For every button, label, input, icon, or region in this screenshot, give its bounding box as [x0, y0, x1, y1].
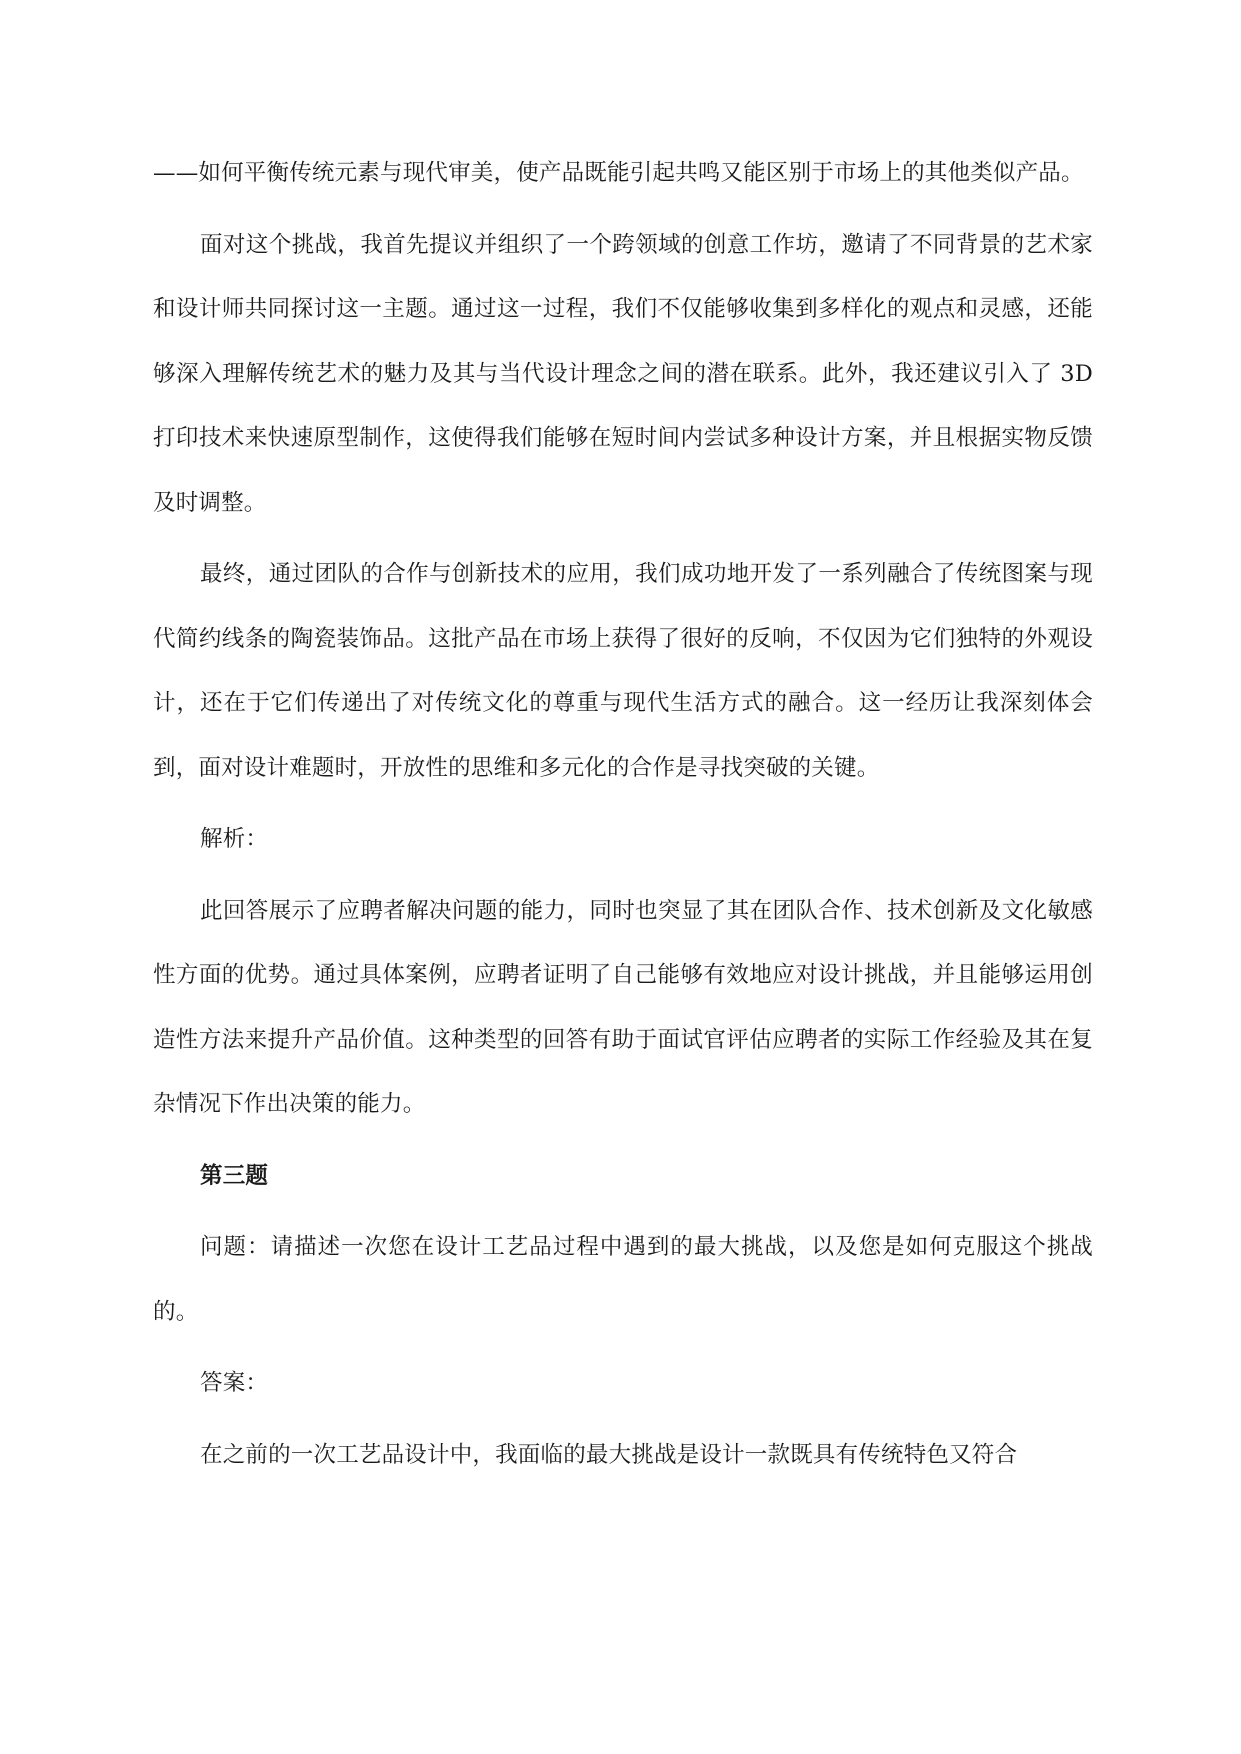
section-heading: 第三题 [200, 1162, 269, 1189]
paragraph-workshop: 面对这个挑战，我首先提议并组织了一个跨领域的创意工作坊，邀请了不同背景的艺术家和设计师共同探讨这一主题。通过这一过程，我们不仅能够收集到多样化的观点和灵感，还能够深入理解传统艺术的魅力及其与当代设计理念之间的潜在联系。此外，我还建议引入了 3D 打印技术来快速原型制作，这使得我们能够在短时间内尝试多种设计方案，并且根据实物反馈及时调整。 [153, 231, 1093, 516]
paragraph-answer-start: 在之前的一次工艺品设计中，我面临的最大挑战是设计一款既具有传统特色又符合 [200, 1441, 1018, 1468]
answer-label: 答案： [200, 1370, 269, 1396]
paragraph-outcome: 最终，通过团队的合作与创新技术的应用，我们成功地开发了一系列融合了传统图案与现代简约线条的陶瓷装饰品。这批产品在市场上获得了很好的反响，不仅因为它们独特的外观设计，还在于它们传递出了对传统文化的尊重与现代生活方式的融合。这一经历让我深刻体会到，面对设计难题时，开放性的思维和多元化的合作是寻找突破的关键。 [153, 561, 1093, 781]
analysis-label: 解析： [200, 826, 269, 852]
paragraph-continuation: ——如何平衡传统元素与现代审美，使产品既能引起共鸣又能区别于市场上的其他类似产品。 [153, 160, 1084, 186]
question-paragraph: 问题：请描述一次您在设计工艺品过程中遇到的最大挑战，以及您是如何克服这个挑战的。 [153, 1234, 1093, 1325]
paragraph-analysis: 此回答展示了应聘者解决问题的能力，同时也突显了其在团队合作、技术创新及文化敏感性方面的优势。通过具体案例，应聘者证明了自己能够有效地应对设计挑战，并且能够运用创造性方法来提升产品价值。这种类型的回答有助于面试官评估应聘者的实际工作经验及其在复杂情况下作出决策的能力。 [153, 897, 1093, 1117]
document-body [153, 141, 1093, 1494]
